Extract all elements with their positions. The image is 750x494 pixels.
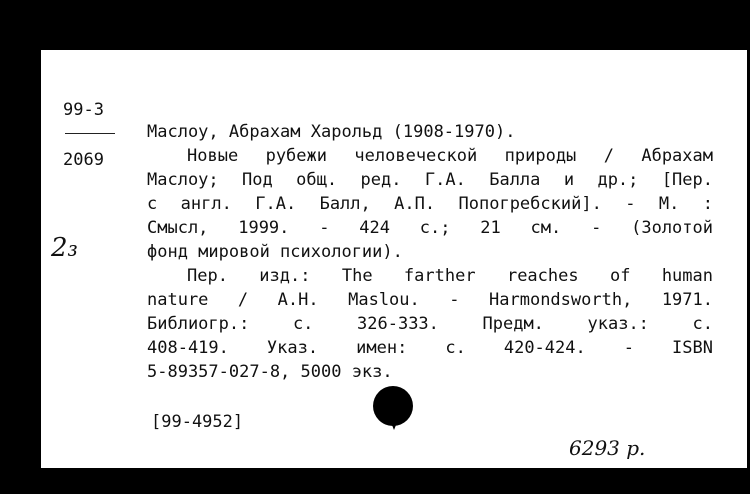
description-line: с англ. Г.А. Балл, А.П. Попогребский]. - М. : [147,194,713,214]
title-line: Новые рубежи человеческой природы / Абрахам [187,146,713,166]
author-heading: Маслоу, Абрахам Харольд (1908-1970). [147,122,516,142]
handwritten-price: 6293 р. [569,436,646,460]
description-line: Смысл, 1999. - 424 с.; 21 см. - (Золотой [147,218,713,238]
order-number: [99-4952] [151,412,244,432]
shelf-mark-bottom: 2069 [63,150,104,170]
catalog-card [41,50,747,468]
punch-hole-mark [390,420,398,430]
series-line: фонд мировой психологии). [147,242,403,262]
isbn-line: 5-89357-027-8, 5000 экз. [147,362,393,382]
description-line: Маслоу; Под общ. ред. Г.А. Балла и др.; [Пер. [147,170,713,190]
note-line: 408-419. Указ. имен: с. 420-424. - ISBN [147,338,713,358]
note-line: nature / A.H. Maslou. - Harmondsworth, 1971. [147,290,713,310]
shelf-mark-divider [65,133,115,134]
note-line: Пер. изд.: The farther reaches of human [187,266,713,286]
shelf-mark-top: 99-3 [63,100,104,120]
handwritten-mark: 2₃ [51,233,78,263]
note-line: Библиогр.: с. 326-333. Предм. указ.: с. [147,314,713,334]
